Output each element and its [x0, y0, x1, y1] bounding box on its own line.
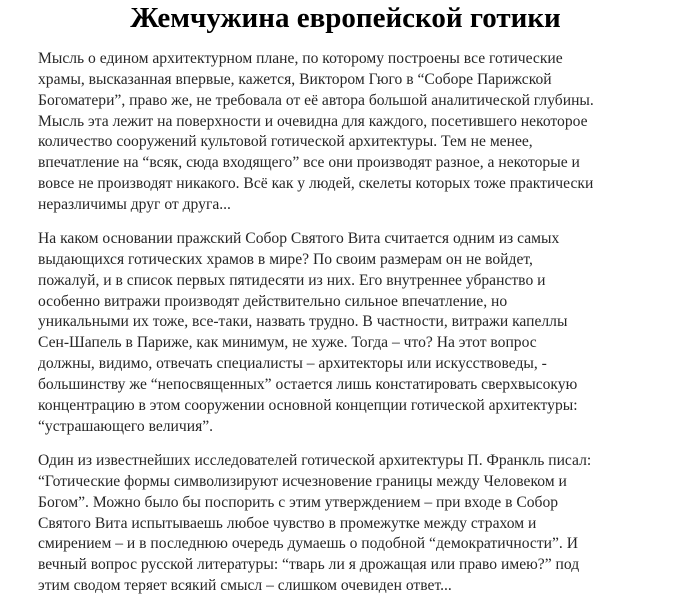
- text-line: Один из известнейших исследователей готической архитектуры П. Франкль писал:: [38, 452, 592, 469]
- text-line: Богоматери”, право же, не требовала от её автора большой аналитической глубины.: [38, 91, 594, 109]
- text-line: пожалуй, и в список первых пятидесяти из них. Его внутреннее убранство и: [38, 271, 546, 289]
- text-line: “Готические формы символизируют исчезновение границы между Человеком и: [38, 472, 567, 490]
- text-line: На каком основании пражский Собор Святого Вита считается одним из самых: [38, 230, 560, 247]
- text-line: концентрацию в этом сооружении основной концепции готической архитектуры:: [38, 396, 578, 414]
- text-line: выдающихся готических храмов в мире? По своим размерам он не войдет,: [38, 250, 533, 268]
- text-line: Богом”. Можно было бы поспорить с этим утверждением – при входе в Собор: [38, 493, 559, 511]
- text-line: уникальными их тоже, все-таки, назвать трудно. В частности, витражи капеллы: [38, 313, 568, 331]
- text-line: количество сооружений культовой готической архитектуры. Тем не менее,: [38, 133, 533, 151]
- text-line: храмы, высказанная впервые, кажется, Виктором Гюго в “Соборе Парижской: [38, 70, 552, 88]
- text-line: вовсе не производят никакого. Всё как у людей, скелеты которых тоже практически: [38, 175, 594, 193]
- text-line: “устрашающего величия”.: [38, 417, 214, 435]
- paragraph-1: [38, 49, 688, 216]
- text-line: этим сводом теряет всякий смысл – слишком очевиден ответ...: [38, 577, 452, 595]
- text-line: должны, видимо, отвечать специалисты – архитекторы или искусствоведы, -: [38, 355, 547, 373]
- text-line: неразличимы друг от друга...: [38, 195, 231, 213]
- text-line: впечатление на “всяк, сюда входящего” все они производят разное, а некоторые и: [38, 154, 580, 172]
- text-line: большинству же “непосвященных” остается лишь констатировать сверхвысокую: [38, 375, 578, 393]
- paragraph-2: [38, 229, 688, 437]
- text-line: Мысль о едином архитектурном плане, по которому построены все готические: [38, 50, 563, 67]
- text-line: смирением – и в последнюю очередь думаешь о подобной “демократичности”. И: [38, 535, 578, 553]
- article-title: Жемчужина европейской готики: [130, 2, 561, 34]
- paragraph-3: [38, 451, 688, 597]
- text-line: Сен-Шапель в Париже, как минимум, не хуже. Тогда – что? На этот вопрос: [38, 334, 537, 352]
- text-line: Мысль эта лежит на поверхности и очевидна для каждого, посетившего некоторое: [38, 112, 588, 130]
- text-line: вечный вопрос русской литературы: “тварь ли я дрожащая или право имею?” под: [38, 556, 580, 574]
- text-line: особенно витражи производят действительно сильное впечатление, но: [38, 292, 508, 310]
- text-line: Святого Вита испытываешь любое чувство в промежутке между страхом и: [38, 514, 537, 532]
